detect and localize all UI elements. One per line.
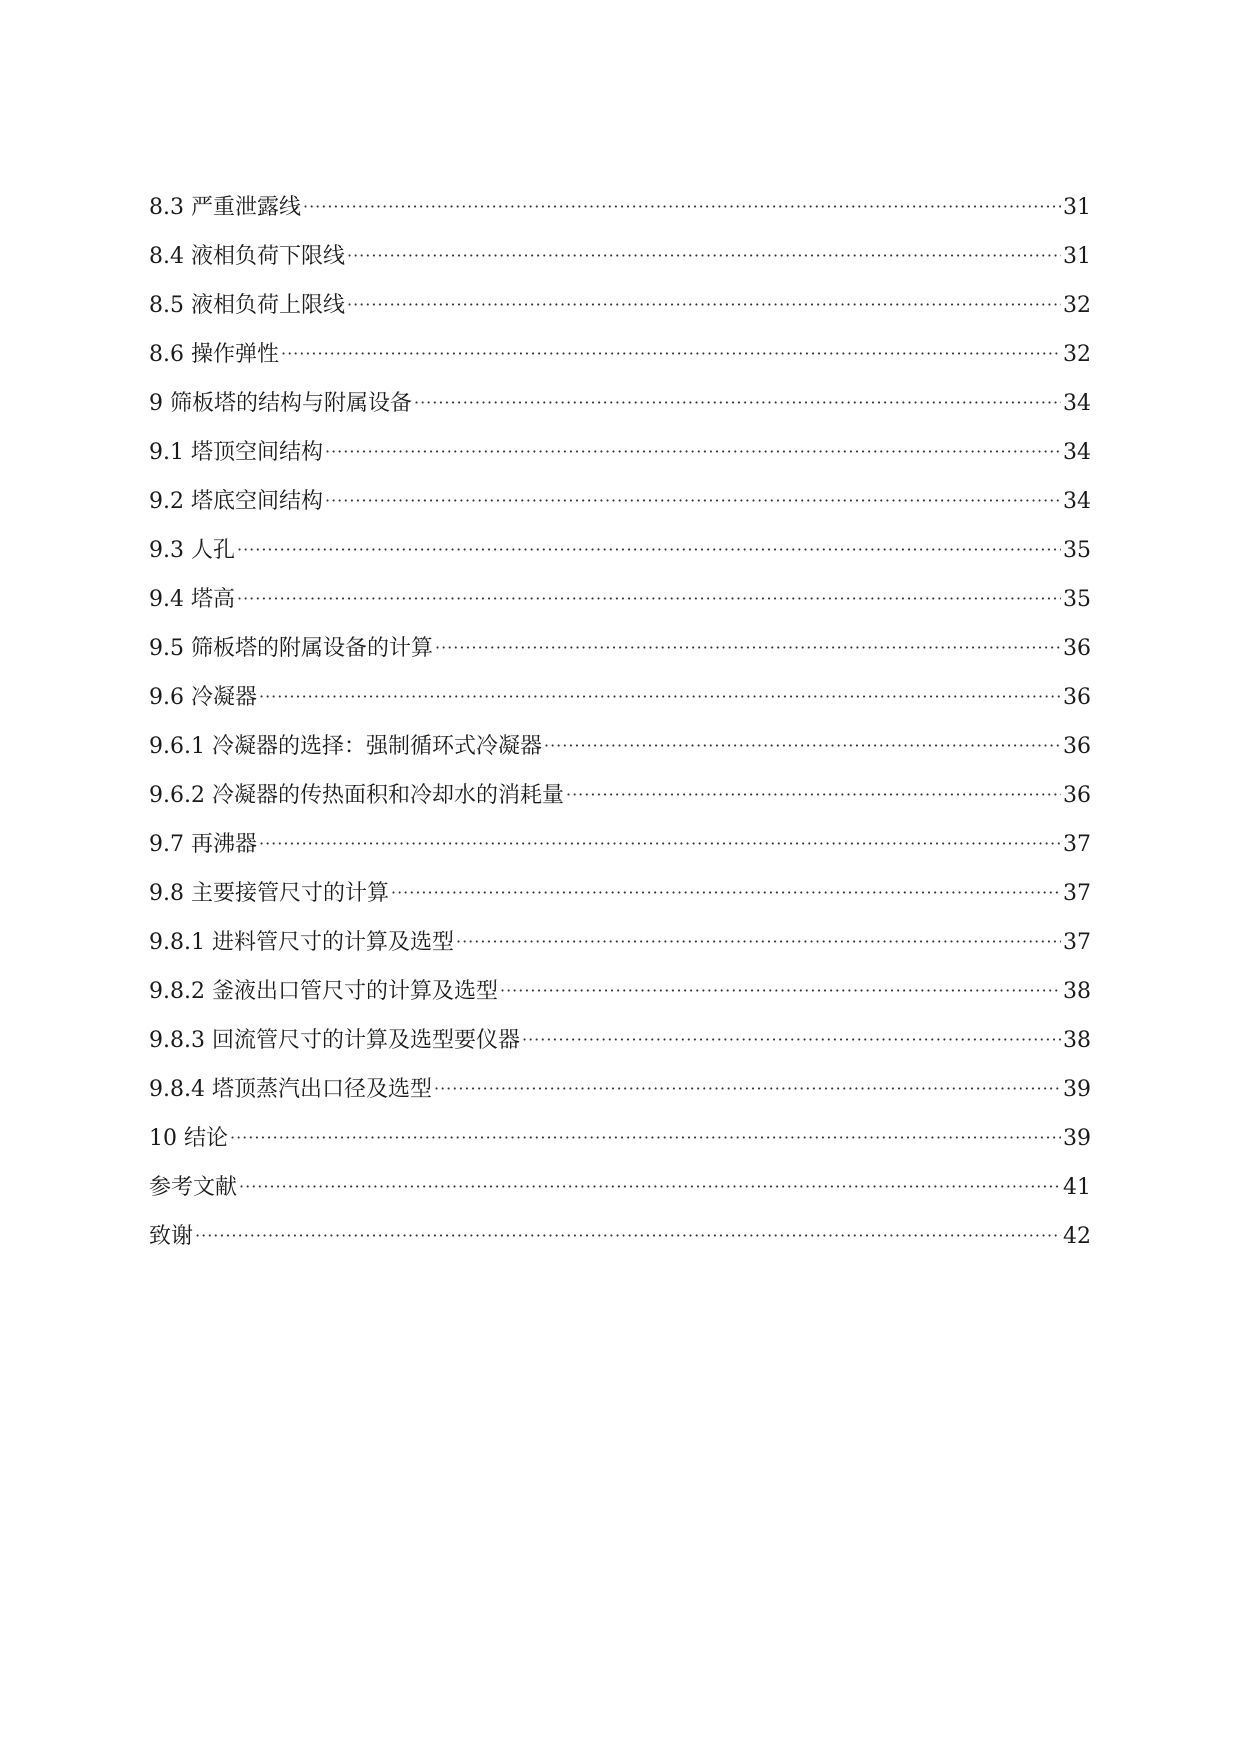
- toc-page-number: 34: [1063, 440, 1091, 465]
- dot-leader: [435, 623, 1061, 672]
- toc-entry[interactable]: [149, 526, 1091, 575]
- toc-page-number: 36: [1063, 783, 1091, 808]
- toc-entry[interactable]: [149, 330, 1091, 379]
- toc-page-number: 42: [1063, 1224, 1091, 1249]
- toc-entry-title: 9.6.2 冷凝器的传热面积和冷却水的消耗量: [149, 783, 564, 808]
- toc-entry[interactable]: [149, 771, 1091, 820]
- toc-entry[interactable]: [149, 1163, 1091, 1212]
- toc-page-number: 41: [1063, 1175, 1091, 1200]
- dot-leader: [522, 1015, 1061, 1064]
- toc-page-number: 32: [1063, 293, 1091, 318]
- toc-entry-title: 9.7 再沸器: [149, 832, 257, 857]
- toc-entry-title: 10 结论: [149, 1126, 228, 1151]
- dot-leader: [500, 966, 1061, 1015]
- toc-page-number: 36: [1063, 636, 1091, 661]
- toc-entry-title: 致谢: [149, 1224, 194, 1249]
- toc-entry-title: 9.6 冷凝器: [149, 685, 257, 710]
- dot-leader: [325, 476, 1061, 525]
- toc-entry-title: 9.8.1 进料管尺寸的计算及选型: [149, 930, 454, 955]
- toc-entry-title: 8.3 严重泄露线: [149, 195, 301, 220]
- dot-leader: [325, 427, 1061, 476]
- dot-leader: [303, 182, 1061, 231]
- toc-page-number: 34: [1063, 391, 1091, 416]
- toc-page-number: 37: [1063, 832, 1091, 857]
- toc-page-number: 38: [1063, 1028, 1091, 1053]
- toc-entry[interactable]: [149, 183, 1091, 232]
- dot-leader: [391, 868, 1061, 917]
- toc-entry[interactable]: [149, 232, 1091, 281]
- toc-entry[interactable]: [149, 624, 1091, 673]
- toc-page-number: 31: [1063, 244, 1091, 269]
- dot-leader: [259, 819, 1061, 868]
- toc-page-number: 38: [1063, 979, 1091, 1004]
- dot-leader: [414, 378, 1061, 427]
- dot-leader: [347, 231, 1061, 280]
- toc-page-number: 36: [1063, 734, 1091, 759]
- toc-entry[interactable]: [149, 869, 1091, 918]
- toc-page-number: 35: [1063, 538, 1091, 563]
- dot-leader: [544, 721, 1061, 770]
- toc-entry[interactable]: [149, 1114, 1091, 1163]
- toc-entry[interactable]: [149, 918, 1091, 967]
- dot-leader: [566, 770, 1061, 819]
- dot-leader: [237, 525, 1061, 574]
- toc-entry[interactable]: [149, 379, 1091, 428]
- toc-entry-title: 参考文献: [149, 1175, 238, 1200]
- toc-entry[interactable]: [149, 673, 1091, 722]
- toc-page-number: 35: [1063, 587, 1091, 612]
- dot-leader: [239, 1162, 1061, 1211]
- toc-entry[interactable]: [149, 1016, 1091, 1065]
- toc-entry[interactable]: [149, 477, 1091, 526]
- toc-entry-title: 9.4 塔高: [149, 587, 235, 612]
- dot-leader: [281, 329, 1061, 378]
- toc-entry-title: 9.8.4 塔顶蒸汽出口径及选型: [149, 1077, 432, 1102]
- toc-entry-title: 8.5 液相负荷上限线: [149, 293, 345, 318]
- toc-entry-title: 9.2 塔底空间结构: [149, 489, 323, 514]
- toc-page-number: 32: [1063, 342, 1091, 367]
- dot-leader: [434, 1064, 1061, 1113]
- toc-entry-title: 9.8.2 釜液出口管尺寸的计算及选型: [149, 979, 498, 1004]
- toc-entry-title: 9.8.3 回流管尺寸的计算及选型要仪器: [149, 1028, 520, 1053]
- toc-page-number: 39: [1063, 1077, 1091, 1102]
- dot-leader: [237, 574, 1061, 623]
- dot-leader: [456, 917, 1061, 966]
- dot-leader: [347, 280, 1061, 329]
- toc-page-number: 37: [1063, 881, 1091, 906]
- table-of-contents: [149, 183, 1091, 1261]
- toc-entry-title: 9.3 人孔: [149, 538, 235, 563]
- toc-entry-title: 9.1 塔顶空间结构: [149, 440, 323, 465]
- toc-entry-title: 9.8 主要接管尺寸的计算: [149, 881, 389, 906]
- toc-entry[interactable]: [149, 820, 1091, 869]
- toc-entry-title: 9 筛板塔的结构与附属设备: [149, 391, 412, 416]
- toc-entry[interactable]: [149, 281, 1091, 330]
- dot-leader: [259, 672, 1061, 721]
- toc-entry[interactable]: [149, 575, 1091, 624]
- toc-entry-title: 9.6.1 冷凝器的选择：强制循环式冷凝器: [149, 734, 542, 759]
- toc-page-number: 34: [1063, 489, 1091, 514]
- toc-entry[interactable]: [149, 722, 1091, 771]
- toc-entry[interactable]: [149, 1212, 1091, 1261]
- toc-entry-title: 8.4 液相负荷下限线: [149, 244, 345, 269]
- toc-page-number: 31: [1063, 195, 1091, 220]
- toc-page-number: 39: [1063, 1126, 1091, 1151]
- toc-entry-title: 9.5 筛板塔的附属设备的计算: [149, 636, 433, 661]
- toc-entry-title: 8.6 操作弹性: [149, 342, 279, 367]
- dot-leader: [230, 1113, 1061, 1162]
- toc-page-number: 36: [1063, 685, 1091, 710]
- toc-page-number: 37: [1063, 930, 1091, 955]
- toc-entry[interactable]: [149, 1065, 1091, 1114]
- toc-entry[interactable]: [149, 428, 1091, 477]
- dot-leader: [195, 1211, 1061, 1260]
- toc-entry[interactable]: [149, 967, 1091, 1016]
